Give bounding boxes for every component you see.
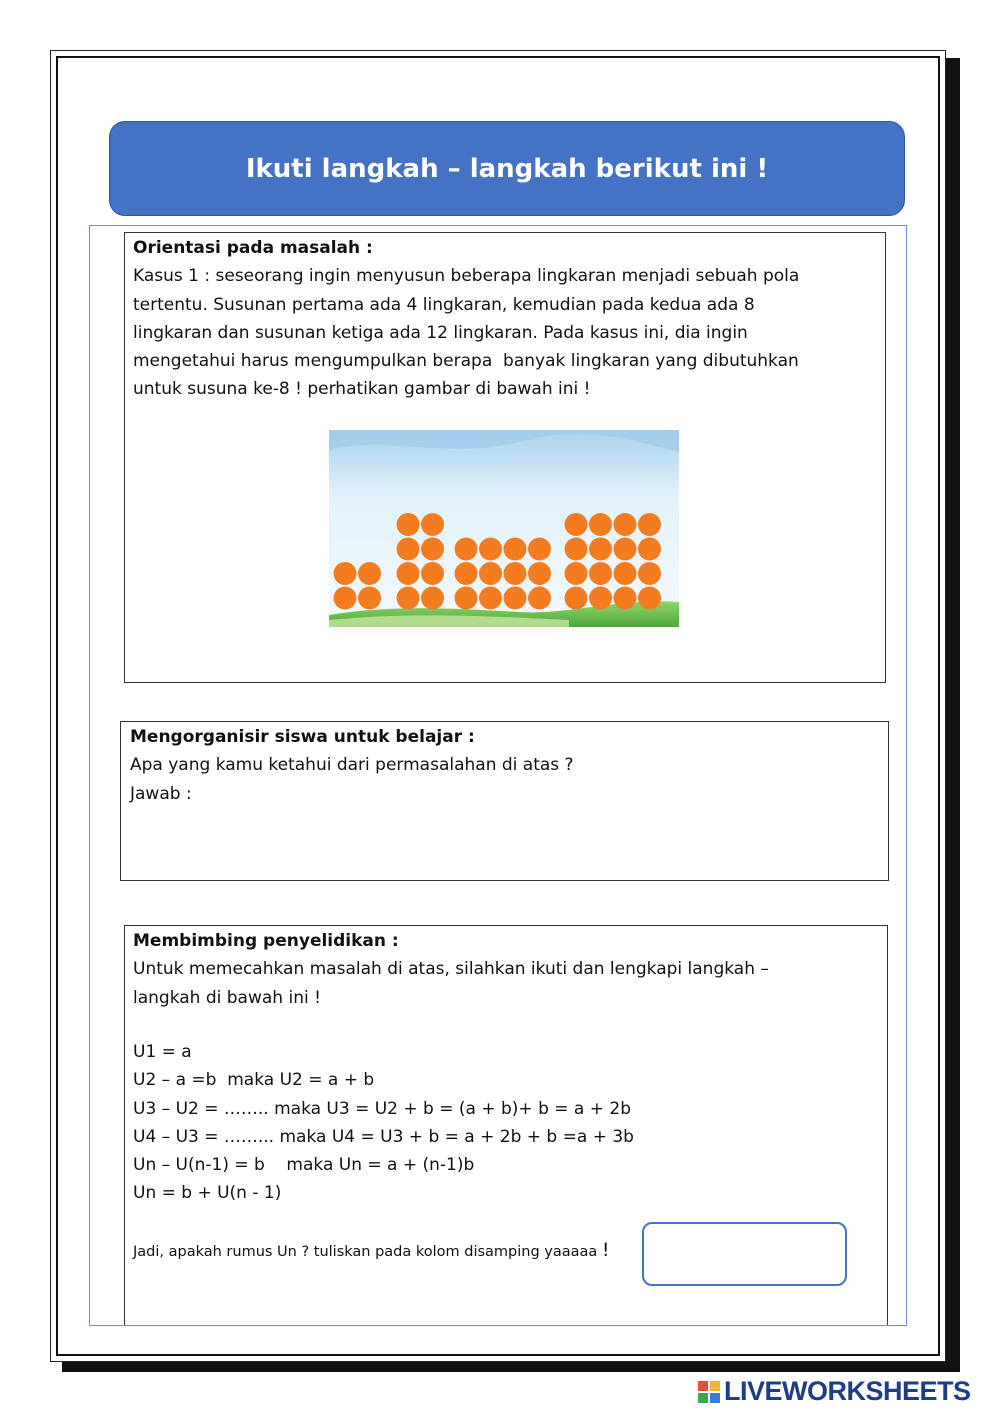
pattern-circle <box>334 562 357 585</box>
step-u4: U4 – U3 = ……... maka U4 = U3 + b = a + 2b + b =a + 3b <box>133 1126 634 1147</box>
pattern-circle <box>455 587 478 610</box>
prompt-text: Jadi, apakah rumus Un ? tuliskan pada kolom disamping yaaaaa <box>133 1244 598 1260</box>
pattern-circle <box>528 562 551 585</box>
organize-question: Apa yang kamu ketahui dari permasalahan di atas ? <box>130 755 574 776</box>
orientation-text <box>133 234 873 404</box>
pattern-circle <box>358 562 381 585</box>
orientation-heading: Orientasi pada masalah : <box>133 238 373 258</box>
pattern-circle <box>614 513 637 536</box>
title-banner <box>109 121 905 216</box>
step-u1: U1 = a <box>133 1042 192 1062</box>
step-un: Un – U(n-1) = b maka Un = a + (n-1)b <box>133 1155 475 1176</box>
pattern-circle <box>479 587 502 610</box>
pattern-circle <box>565 538 588 561</box>
pattern-circle <box>334 587 357 610</box>
pattern-circle <box>614 562 637 585</box>
intro-line-1: Untuk memecahkan masalah di atas, silahkan ikuti dan lengkapi langkah – <box>133 959 769 980</box>
pattern-circle <box>504 538 527 561</box>
investigation-text <box>133 927 873 1012</box>
case-line-4: mengetahui harus mengumpulkan berapa banyak lingkaran yang dibutuhkan <box>133 351 799 372</box>
circle-pattern-svg <box>329 430 679 627</box>
case-line-5: untuk susuna ke-8 ! perhatikan gambar di bawah ini ! <box>133 379 591 400</box>
pattern-circle <box>421 562 444 585</box>
pattern-circle <box>638 513 661 536</box>
step-u2: U2 – a =b maka U2 = a + b <box>133 1070 375 1091</box>
pattern-circle <box>397 513 420 536</box>
investigation-heading: Membimbing penyelidikan : <box>133 931 399 951</box>
step-u3: U3 – U2 = …….. maka U3 = U2 + b = (a + b)+ b = a + 2b <box>133 1098 631 1119</box>
liveworksheets-logo <box>698 1376 971 1407</box>
formula-prompt <box>133 1236 610 1266</box>
pattern-circle <box>421 513 444 536</box>
pattern-circle <box>638 538 661 561</box>
pattern-circle <box>455 538 478 561</box>
pattern-circle <box>528 587 551 610</box>
banner-title: Ikuti langkah – langkah berikut ini ! <box>245 153 769 184</box>
formula-answer-input[interactable] <box>642 1222 847 1286</box>
pattern-circle <box>589 513 612 536</box>
pattern-circle <box>479 538 502 561</box>
pattern-circle <box>358 587 381 610</box>
pattern-circle <box>528 538 551 561</box>
pattern-circle <box>565 513 588 536</box>
pattern-circle <box>504 562 527 585</box>
pattern-circle <box>614 587 637 610</box>
case-line-1: Kasus 1 : seseorang ingin menyusun beberapa lingkaran menjadi sebuah pola <box>133 266 800 287</box>
pattern-circle <box>455 562 478 585</box>
organize-text <box>130 723 870 808</box>
formula-steps <box>133 1038 634 1208</box>
logo-squares-icon <box>698 1381 720 1403</box>
pattern-circle <box>638 587 661 610</box>
pattern-circle <box>421 587 444 610</box>
intro-line-2: langkah di bawah ini ! <box>133 987 321 1008</box>
pattern-circle <box>397 538 420 561</box>
circle-pattern-picture <box>329 430 679 627</box>
brand-name: LIVEWORKSHEETS <box>724 1376 971 1406</box>
step-un-recursive: Un = b + U(n - 1) <box>133 1183 282 1204</box>
answer-label: Jawab : <box>130 783 192 804</box>
organize-heading: Mengorganisir siswa untuk belajar : <box>130 727 475 747</box>
pattern-circle <box>565 587 588 610</box>
prompt-exclamation: ! <box>601 1239 610 1261</box>
pattern-circle <box>614 538 637 561</box>
pattern-circle <box>479 562 502 585</box>
pattern-circle <box>397 587 420 610</box>
pattern-circle <box>589 587 612 610</box>
pattern-circle <box>421 538 444 561</box>
pattern-circle <box>638 562 661 585</box>
pattern-circle <box>589 538 612 561</box>
pattern-circle <box>589 562 612 585</box>
case-line-2: tertentu. Susunan pertama ada 4 lingkaran, kemudian pada kedua ada 8 <box>133 294 755 315</box>
case-line-3: lingkaran dan susunan ketiga ada 12 lingkaran. Pada kasus ini, dia ingin <box>133 322 748 343</box>
pattern-circle <box>397 562 420 585</box>
pattern-circle <box>565 562 588 585</box>
pattern-circle <box>504 587 527 610</box>
